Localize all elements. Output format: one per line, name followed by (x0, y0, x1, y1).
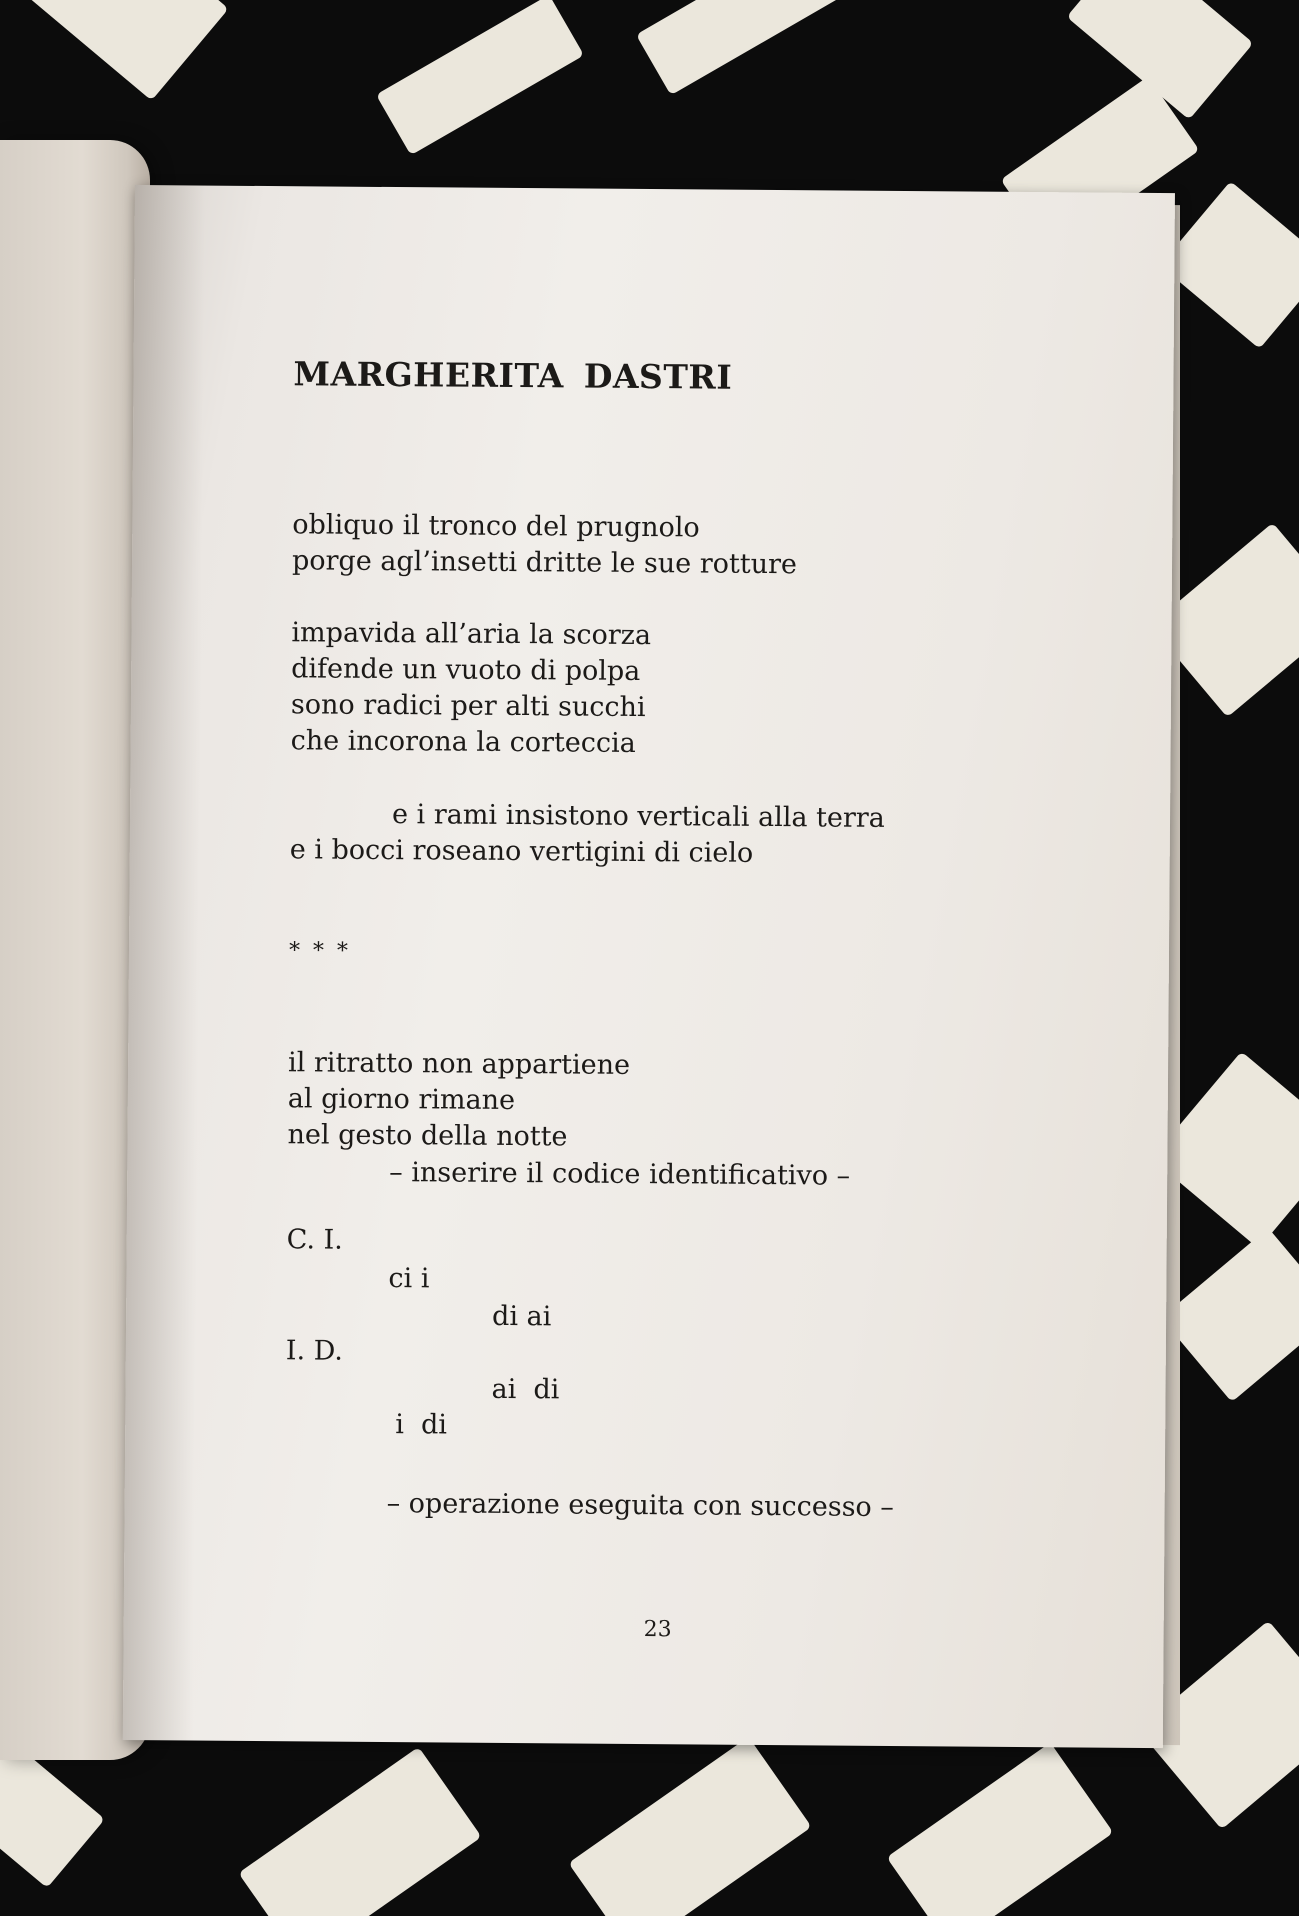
poem-line: e i bocci roseano vertigini di cielo (289, 834, 754, 869)
poem-line: e i rami insistono verticali alla terra (391, 799, 885, 834)
poem-line: I. D. (285, 1335, 344, 1367)
book-page (123, 185, 1175, 1748)
poem-line: di ai (492, 1300, 552, 1333)
author-heading: MARGHERITA DASTRI (293, 354, 733, 397)
fabric-stripe (376, 0, 584, 155)
fabric-stripe (887, 1743, 1114, 1916)
poem-line: – inserire il codice identificativo – (389, 1157, 851, 1192)
poem-line: sono radici per alti succhi (290, 689, 646, 724)
fabric-stripe (568, 1737, 811, 1916)
poem-line: i di (395, 1409, 448, 1441)
poem-line: impavida all’aria la scorza (291, 617, 652, 652)
fabric-stripe (0, 1742, 105, 1888)
poem-line: porge agl’insetti dritte le sue rotture (291, 545, 798, 581)
poem-line: ci i (388, 1263, 430, 1295)
poem-line: – operazione eseguita con successo – (386, 1488, 894, 1523)
poem-line: difende un vuoto di polpa (291, 653, 641, 687)
page-content (123, 185, 1175, 1748)
poem-line: C. I. (286, 1224, 343, 1256)
fabric-stripe (1161, 1228, 1299, 1402)
poem-line: al giorno rimane (287, 1083, 516, 1117)
fabric-stripe (636, 0, 844, 95)
poem-line: il ritratto non appartiene (287, 1047, 631, 1081)
page-number: 23 (643, 1617, 672, 1643)
poem-line: ai di (491, 1373, 560, 1406)
fabric-stripe (1160, 181, 1299, 349)
fabric-stripe (21, 0, 228, 101)
poem-line: che incorona la corteccia (290, 725, 636, 759)
fabric-stripe (238, 1747, 481, 1916)
poem-line: obliquo il tronco del prugnolo (292, 509, 700, 544)
poem-line: nel gesto della notte (287, 1119, 568, 1153)
section-separator: * * * (288, 938, 352, 964)
